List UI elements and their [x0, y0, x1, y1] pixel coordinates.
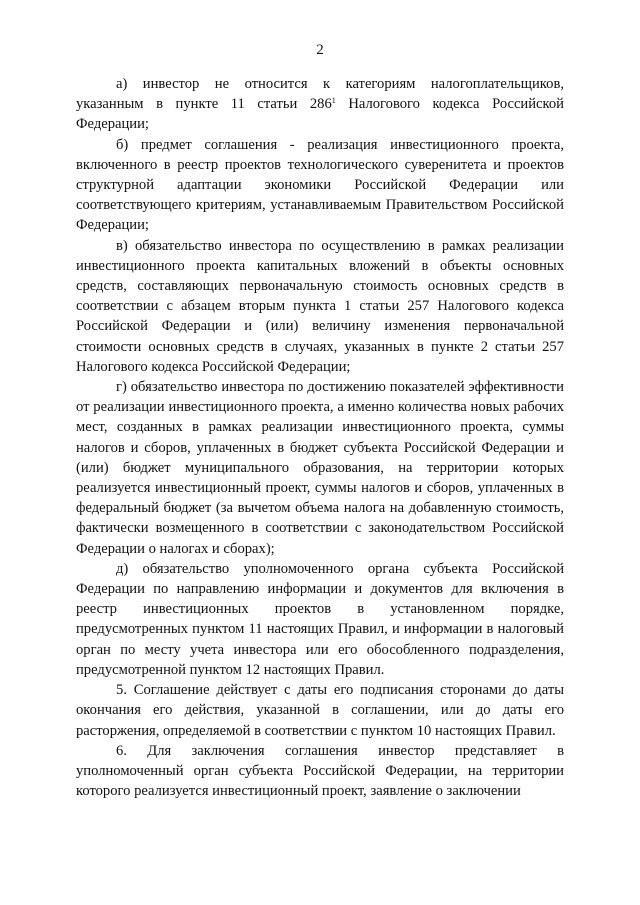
paragraph-5: 5. Соглашение действует с даты его подписания сторонами до даты окончания его действия, указанной в соглашении, или до даты его расторжения, определяемой в соответствии с пунктом 10 настоящих Правил.	[76, 682, 564, 739]
paragraph-g: г) обязательство инвестора по достижению показателей эффективности от реализации инвестиционного проекта, а именно количества новых рабочих мест, созданных в рамках реализации инвестиционного проекта, суммы налогов и сборов, уплаченных в бюджет субъекта Российской Федерации и (или) бюджет муниципального образования, на территории которых реализуется инвестиционный проект, суммы налогов и сборов, уплаченных в федеральный бюджет (за вычетом объема налога на добавленную стоимость, фактически возмещенного в соответствии с законодательством Российской Федерации о налогах и сборах);	[76, 379, 564, 557]
paragraph-a-text-end: Налогового кодекса Российской Федерации;	[76, 96, 564, 133]
page-number: 2	[316, 42, 324, 58]
paragraph-a-text: а) инвестор не относится к категориям налогоплательщиков, указанным в пункте 11 статьи 286	[76, 76, 564, 113]
paragraph-d: д) обязательство уполномоченного органа субъекта Российской Федерации по направлению информации и документов для включения в реестр инвестиционных проектов в установленном порядке, предусмотренных пунктом 11 настоящих Правил, и информации в налоговый орган по месту учета инвестора или его обособленного подразделения, предусмотренной пунктом 12 настоящих Правил.	[76, 560, 564, 678]
paragraph-a	[76, 74, 564, 135]
paragraph-b: б) предмет соглашения - реализация инвестиционного проекта, включенного в реестр проектов технологического суверенитета и проектов структурной адаптации экономики Российской Федерации или соответствующего критериям, устанавливаемым Правительством Российской Федерации;	[76, 136, 564, 234]
document-body	[76, 74, 564, 801]
paragraph-6: 6. Для заключения соглашения инвестор представляет в уполномоченный орган субъекта Российской Федерации, на территории которого реализуется инвестиционный проект, заявление о заключении	[76, 742, 564, 800]
superscript-index: 1	[331, 96, 336, 106]
paragraph-v: в) обязательство инвестора по осуществлению в рамках реализации инвестиционного проекта капитальных вложений в объекты основных средств, составляющих первоначальную стоимость основных средств в соответствии с абзацем вторым пункта 1 статьи 257 Налогового кодекса Российской Федерации и (или) величину изменения первоначальной стоимости основных средств в случаях, указанных в пункте 2 статьи 257 Налогового кодекса Российской Федерации;	[76, 237, 564, 375]
